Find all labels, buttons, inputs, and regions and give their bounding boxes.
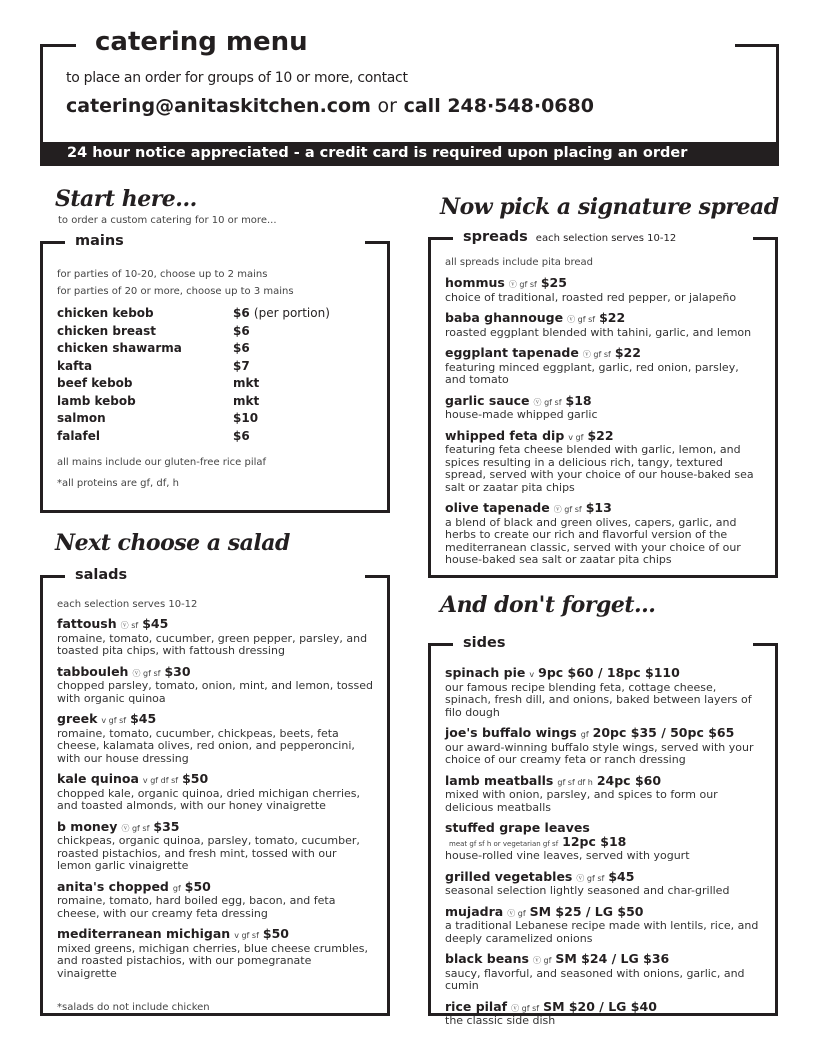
item-price: 24pc $60	[596, 772, 662, 788]
price: $6	[233, 428, 250, 443]
spreads-item	[445, 394, 761, 422]
sides-title: sides	[460, 635, 508, 651]
item-name: olive tapenade	[445, 500, 550, 515]
item-price: $13	[585, 500, 612, 515]
item-header	[57, 880, 373, 896]
item-name: stuffed grape leaves	[445, 820, 590, 835]
item-price: $35	[153, 818, 180, 834]
dietary-tags: ⓥ gf sf	[121, 823, 150, 833]
main-item	[57, 393, 373, 411]
item-header	[445, 429, 761, 445]
main-item-price	[233, 305, 330, 323]
sides-item	[445, 952, 761, 993]
item-description: romaine, tomato, cucumber, chickpeas, beets, feta cheese, kalamata olives, red onion, and pepperoncini, with our house dressing	[57, 726, 355, 765]
item-description: our famous recipe blending feta, cottage cheese, spinach, fresh dill, and onions, baked between layers of filo dough	[445, 680, 752, 719]
salads-item	[57, 617, 373, 658]
sides-item	[445, 726, 761, 767]
price: $6	[233, 323, 250, 338]
item-subline	[445, 835, 761, 851]
item-price: $30	[164, 663, 191, 679]
spreads-list	[445, 276, 761, 567]
item-name: baba ghannouge	[445, 310, 564, 325]
item-description: featuring feta cheese blended with garlic, lemon, and spices resulting in a delicious rich, tangy, textured spread, served with your choice of our house-baked sea salt or zaatar pita chips	[445, 443, 754, 494]
main-item	[57, 375, 373, 393]
dietary-tags: ⓥ gf sf	[576, 873, 605, 883]
main-item-price	[233, 323, 250, 341]
item-name: kale quinoa	[57, 771, 139, 786]
sides-item	[445, 1000, 761, 1028]
item-name: grilled vegetables	[445, 868, 573, 884]
sides-item	[445, 821, 761, 863]
sides-box	[428, 635, 778, 1027]
salads-footer: *salads do not include chicken	[57, 1002, 210, 1013]
item-description: roasted eggplant blended with tahini, garlic, and lemon	[445, 325, 752, 339]
spreads-item	[445, 346, 761, 387]
notice-banner: 24 hour notice appreciated - a credit card is required upon placing an order	[40, 142, 779, 166]
email-link[interactable]: catering@anitaskitchen.com	[66, 95, 371, 117]
main-item	[57, 305, 373, 323]
item-description: chopped kale, organic quinoa, dried michigan cherries, and toasted almonds, with our honey vinaigrette	[57, 786, 361, 812]
item-price: SM $20 / LG $40	[543, 998, 657, 1014]
price: mkt	[233, 393, 260, 408]
price: mkt	[233, 376, 260, 390]
item-description: mixed greens, michigan cherries, blue cheese crumbles, and roasted pistachios, with our pomegranate vinaigrette	[57, 941, 369, 980]
item-header	[445, 394, 761, 410]
dietary-tags: v gf sf	[101, 716, 127, 725]
main-item-name: kafta	[57, 358, 93, 373]
page-title: catering menu	[95, 27, 308, 57]
salads-item	[57, 880, 373, 921]
price: $7	[233, 358, 250, 373]
main-item	[57, 358, 373, 376]
mains-footer: *all proteins are gf, df, h	[57, 478, 179, 489]
item-price: 20pc $35 / 50pc $65	[592, 725, 735, 740]
price: $10	[233, 411, 259, 425]
main-item-name: chicken kebob	[57, 306, 154, 320]
sides-item	[445, 870, 761, 898]
mains-box	[40, 233, 390, 513]
dietary-tags: meat gf sf h or vegetarian gf sf	[449, 839, 559, 848]
dietary-tags: ⓥ gf	[532, 956, 552, 965]
item-name: anita's chopped	[57, 878, 169, 894]
item-header	[57, 927, 373, 943]
item-name: b money	[57, 818, 118, 834]
mains-footer: all mains include our gluten-free rice pilaf	[57, 457, 267, 468]
item-price: $45	[130, 711, 157, 726]
dietary-tags: ⓥ gf sf	[582, 350, 611, 359]
main-item-price	[233, 393, 259, 411]
item-price: $22	[599, 310, 626, 325]
item-price: $22	[614, 345, 641, 360]
item-name: lamb meatballs	[445, 772, 554, 788]
item-description: seasonal selection lightly seasoned and char-grilled	[445, 884, 730, 897]
salads-item	[57, 712, 373, 765]
dietary-tags: ⓥ gf sf	[132, 668, 161, 678]
item-description: featuring minced eggplant, garlic, red onion, parsley, and tomato	[445, 360, 739, 386]
salad-heading: Next choose a salad	[55, 530, 290, 556]
mains-note: for parties of 10-20, choose up to 2 mains	[57, 269, 268, 280]
spreads-item	[445, 429, 761, 495]
spreads-title-text: spreads	[463, 229, 528, 245]
item-header	[445, 952, 761, 968]
item-description: our award-winning buffalo style wings, served with your choice of our creamy feta or ranch dressing	[445, 740, 754, 766]
item-name: tabbouleh	[57, 663, 129, 679]
item-price: $45	[608, 868, 635, 884]
divider	[735, 44, 779, 47]
contact-text: to place an order for groups of 10 or more, contact	[66, 70, 408, 86]
dietary-tags: ⓥ gf sf	[553, 505, 582, 514]
dietary-tags: ⓥ gf sf	[533, 397, 562, 407]
item-price: SM $24 / LG $36	[555, 951, 670, 966]
item-header	[57, 712, 373, 728]
spreads-item	[445, 276, 761, 304]
divider	[40, 44, 76, 47]
main-item-name: lamb kebob	[57, 393, 136, 408]
item-price: 9pc $60 / 18pc $110	[538, 665, 680, 680]
item-header	[445, 726, 761, 742]
item-name: black beans	[445, 951, 529, 966]
main-item	[57, 323, 373, 341]
item-description: chickpeas, organic quinoa, parsley, tomato, cucumber, roasted pistachios, and fresh mint, tossed with our lemon garlic vinaigrette	[57, 834, 360, 872]
item-name: joe's buffalo wings	[445, 725, 577, 740]
item-price: $50	[184, 878, 211, 894]
item-description: romaine, tomato, cucumber, green pepper, parsley, and toasted pita chips, with fattoush dressing	[57, 631, 368, 657]
dietary-tags: gf	[580, 730, 589, 739]
item-header	[445, 346, 761, 362]
dietary-tags: v gf df sf	[142, 776, 179, 785]
item-description: chopped parsley, tomato, onion, mint, and lemon, tossed with organic quinoa	[57, 679, 373, 705]
spreads-note: all spreads include pita bread	[445, 257, 593, 268]
salads-item	[57, 665, 373, 706]
mains-list	[57, 305, 373, 445]
item-name: greek	[57, 711, 98, 726]
item-name: spinach pie	[445, 665, 526, 680]
item-price: $50	[262, 926, 289, 941]
dietary-tags: gf sf df h	[557, 777, 593, 787]
spreads-box	[428, 229, 778, 578]
item-description: choice of traditional, roasted red pepper, or jalapeño	[445, 290, 737, 304]
dietary-tags: ⓥ gf sf	[511, 1003, 540, 1013]
item-header	[57, 820, 373, 836]
item-name: mediterranean michigan	[57, 926, 231, 941]
sides-heading: And don't forget...	[440, 592, 656, 618]
item-description: the classic side dish	[445, 1014, 556, 1027]
item-description: house-made whipped garlic	[445, 408, 598, 421]
main-item-price	[233, 428, 250, 446]
main-item-price	[233, 410, 258, 428]
main-item	[57, 428, 373, 446]
dietary-tags: ⓥ gf sf	[508, 280, 537, 289]
salads-note: each selection serves 10-12	[57, 599, 198, 610]
item-description: house-rolled vine leaves, served with yogurt	[445, 849, 690, 862]
salads-title: salads	[72, 567, 130, 583]
start-heading: Start here...	[55, 186, 197, 212]
spreads-item	[445, 311, 761, 339]
item-header	[445, 1000, 761, 1016]
price: $6	[233, 306, 250, 320]
item-price: $25	[540, 275, 567, 290]
spreads-title	[460, 229, 679, 245]
phone-link[interactable]: call 248·548·0680	[403, 95, 594, 117]
main-item	[57, 340, 373, 358]
item-header	[445, 870, 761, 886]
main-item-price	[233, 358, 250, 376]
salads-item	[57, 772, 373, 813]
salads-item	[57, 927, 373, 980]
item-price: 12pc $18	[562, 833, 627, 849]
main-item-name: falafel	[57, 428, 101, 443]
item-description: a blend of black and green olives, capers, garlic, and herbs to create our rich and flavorful version of the mediterranean classic, served with your choice of our house-baked sea salt or zaatar pita chips	[445, 515, 741, 566]
or-text: or	[377, 95, 397, 117]
price-suffix: (per portion)	[253, 306, 330, 320]
item-price: $18	[565, 392, 592, 408]
item-description: saucy, flavorful, and seasoned with onions, garlic, and cumin	[445, 966, 745, 992]
item-header	[57, 617, 373, 633]
dietary-tags: v gf	[568, 432, 584, 442]
main-item-name: salmon	[57, 411, 106, 425]
item-description: mixed with onion, parsley, and spices to form our delicious meatballs	[445, 788, 718, 814]
spread-heading: Now pick a signature spread	[440, 194, 779, 220]
item-header	[57, 772, 373, 788]
spreads-subtitle: each selection serves 10-12	[535, 233, 677, 244]
item-header	[445, 311, 761, 327]
salads-item	[57, 820, 373, 873]
item-header	[445, 821, 761, 835]
item-name: garlic sauce	[445, 392, 530, 408]
contact-line	[66, 95, 594, 117]
salads-box	[40, 567, 390, 1016]
item-header	[445, 501, 761, 517]
main-item-price	[233, 375, 259, 393]
item-price: SM $25 / LG $50	[529, 903, 644, 919]
sides-item	[445, 905, 761, 946]
item-price: $50	[182, 771, 209, 786]
sides-list	[445, 666, 761, 1028]
item-name: mujadra	[445, 903, 504, 919]
main-item-name: chicken shawarma	[57, 341, 182, 355]
item-description: a traditional Lebanese recipe made with lentils, rice, and deeply caramelized onions	[445, 919, 759, 945]
main-item	[57, 410, 373, 428]
price: $6	[233, 341, 250, 355]
dietary-tags: ⓥ sf	[120, 621, 139, 630]
dietary-tags: v gf sf	[234, 931, 259, 940]
dietary-tags: gf	[172, 883, 181, 893]
item-description: romaine, tomato, hard boiled egg, bacon, and feta cheese, with our creamy feta dressing	[57, 894, 336, 920]
sides-item	[445, 666, 761, 719]
item-price: $45	[142, 616, 169, 631]
item-name: fattoush	[57, 616, 117, 631]
item-name: rice pilaf	[445, 998, 508, 1014]
salads-list	[57, 617, 373, 980]
item-header	[445, 666, 761, 682]
dietary-tags: v	[529, 670, 535, 679]
item-name: hommus	[445, 275, 505, 290]
item-header	[445, 774, 761, 790]
main-item-price	[233, 340, 250, 358]
main-item-name: beef kebob	[57, 376, 133, 390]
item-name: eggplant tapenade	[445, 345, 579, 360]
item-header	[57, 665, 373, 681]
item-price: $22	[587, 427, 614, 443]
spreads-item	[445, 501, 761, 567]
item-header	[445, 905, 761, 921]
mains-note: for parties of 20 or more, choose up to 3 mains	[57, 286, 294, 297]
main-item-name: chicken breast	[57, 323, 157, 338]
mains-title: mains	[72, 233, 127, 249]
dietary-tags: ⓥ gf sf	[567, 315, 596, 324]
dietary-tags: ⓥ gf	[507, 908, 526, 918]
start-subtitle: to order a custom catering for 10 or more...	[58, 215, 277, 226]
item-name: whipped feta dip	[445, 427, 565, 443]
sides-item	[445, 774, 761, 815]
item-header	[445, 276, 761, 292]
